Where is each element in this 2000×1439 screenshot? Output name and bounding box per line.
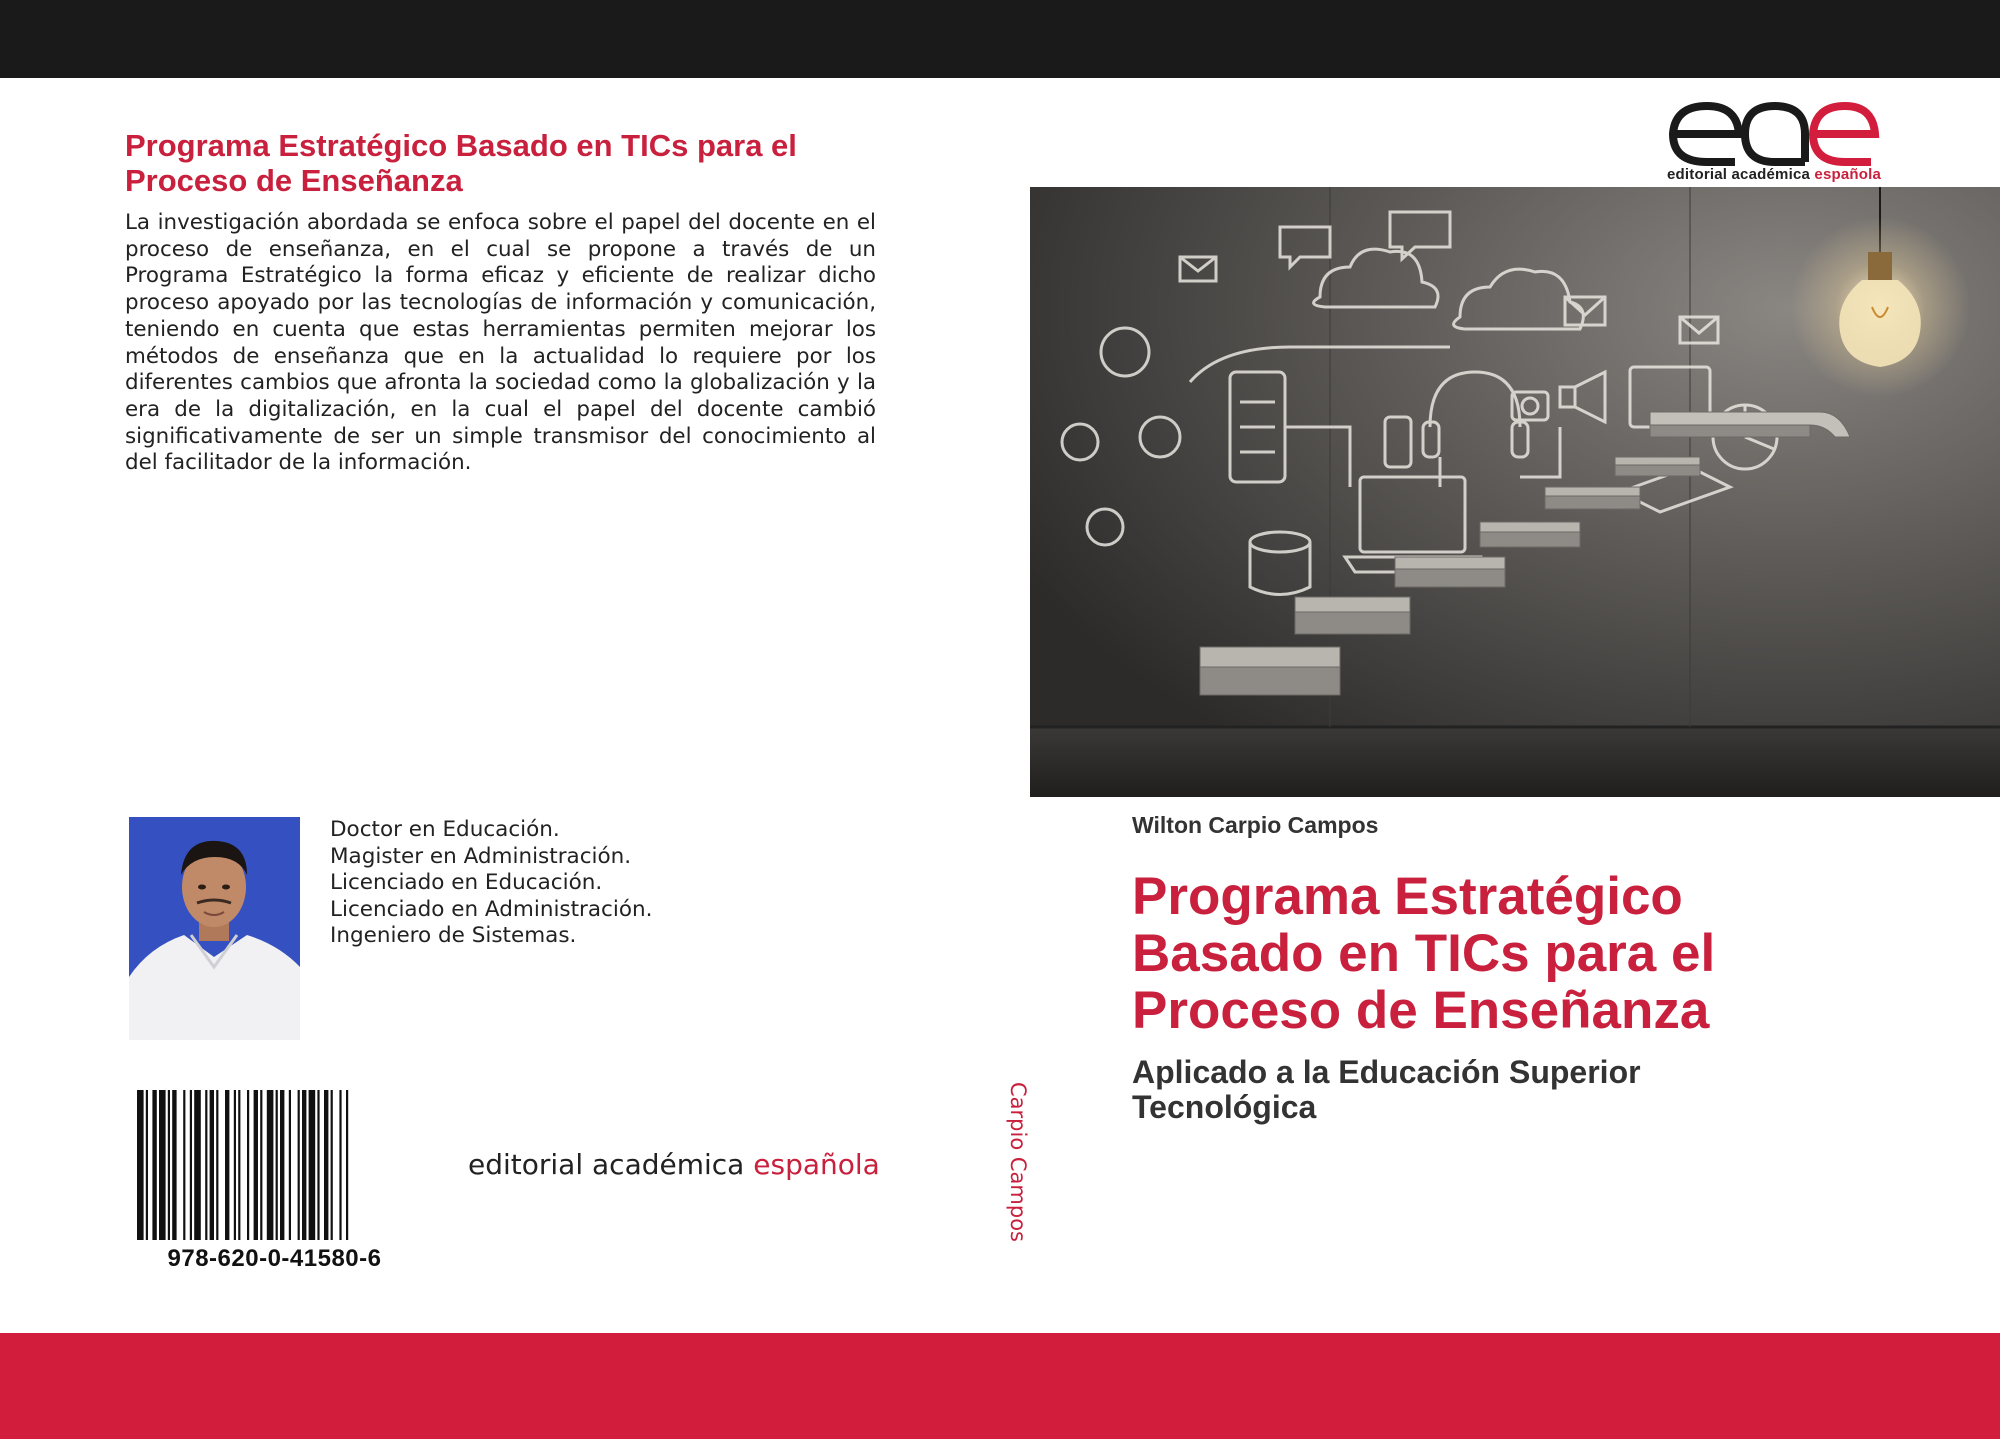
front-title-line-2: Basado en TICs para el [1132, 924, 1716, 983]
author-photo [129, 817, 300, 1040]
publisher-name-back [468, 1148, 880, 1181]
barcode-bar [137, 1090, 144, 1240]
barcode-bar [152, 1090, 156, 1240]
barcode-bar [260, 1090, 262, 1240]
front-subtitle [1132, 1055, 1641, 1125]
barcode-bar [183, 1090, 185, 1240]
isbn-number: 978-620-0-41580-6 [167, 1245, 382, 1272]
bottom-band [0, 1333, 2000, 1439]
barcode-bar [159, 1090, 166, 1240]
publisher-accent: española [753, 1148, 880, 1181]
barcode-bar [194, 1090, 201, 1240]
barcode-bar [190, 1090, 192, 1240]
logo-tag-main: editorial académica [1667, 166, 1811, 183]
top-band [0, 0, 2000, 78]
front-cover-title [1132, 868, 1715, 1039]
author-credentials [330, 817, 652, 950]
barcode-bar [346, 1090, 348, 1240]
front-title-line-1: Programa Estratégico [1132, 867, 1683, 926]
barcode-bar [280, 1090, 284, 1240]
logo-tag-accent: española [1814, 166, 1882, 183]
blurb-text: La investigación abordada se enfoca sobre el papel del docente en el proceso de enseñanza, en el cual se propone a través de un Programa Estratégico la forma eficaz y eficiente de realizar dicho proceso apoyado por las tecnologías de información y comunicación, teniendo en cuenta que estas herramientas permiten mejorar los métodos de enseñanza que en la actualidad lo requiere por los diferentes cambios que afronta la sociedad como la globalización y la era de la digitalización, en la cual el papel del docente cambió significativamente de ser un simple transmisor del conocimiento al del facilitador de la información. [125, 210, 876, 476]
credential-item: Ingeniero de Sistemas. [330, 923, 577, 948]
spine-author [1003, 1072, 1033, 1252]
barcode-bar [267, 1090, 274, 1240]
front-subtitle-line-1: Aplicado a la Educación Superior [1132, 1054, 1641, 1090]
barcode-bar [276, 1090, 278, 1240]
barcode-bar [254, 1090, 258, 1240]
credential-item: Licenciado en Administración. [330, 896, 653, 922]
logo-tagline [1667, 166, 1881, 183]
barcode-bar [238, 1090, 240, 1240]
back-title-line-2: Proceso de Enseñanza [125, 163, 463, 198]
barcode-bar [234, 1090, 236, 1240]
barcode-bar [324, 1090, 328, 1240]
front-subtitle-line-2: Tecnológica [1132, 1089, 1317, 1125]
cover-image [1030, 187, 2000, 797]
barcode-bar [247, 1090, 249, 1240]
barcode-bar [309, 1090, 316, 1240]
back-title-line-1: Programa Estratégico Basado en TICs para el [125, 128, 797, 163]
barcode-bar [339, 1090, 341, 1240]
barcode-bar [210, 1090, 214, 1240]
barcode-bar [298, 1090, 300, 1240]
barcode-bar [317, 1090, 319, 1240]
front-title-line-3: Proceso de Enseñanza [1132, 981, 1710, 1040]
barcode [137, 1090, 412, 1240]
barcode-bar [205, 1090, 207, 1240]
barcode-bar [172, 1090, 176, 1240]
barcode-bar [289, 1090, 291, 1240]
spine-author-text: Carpio Campos [1006, 1082, 1030, 1242]
barcode-bar [216, 1090, 218, 1240]
barcode-bar [225, 1090, 229, 1240]
credential-item: Doctor en Educación. [330, 817, 560, 842]
front-author: Wilton Carpio Campos [1132, 812, 1379, 838]
back-cover-title [125, 128, 885, 198]
barcode-bar [146, 1090, 148, 1240]
barcode-bar [331, 1090, 333, 1240]
publisher-main: editorial académica [468, 1148, 745, 1181]
barcode-bar [168, 1090, 170, 1240]
credential-item: Licenciado en Educación. [330, 870, 603, 895]
barcode-bar [302, 1090, 306, 1240]
credential-item: Magister en Administración. [330, 843, 632, 869]
